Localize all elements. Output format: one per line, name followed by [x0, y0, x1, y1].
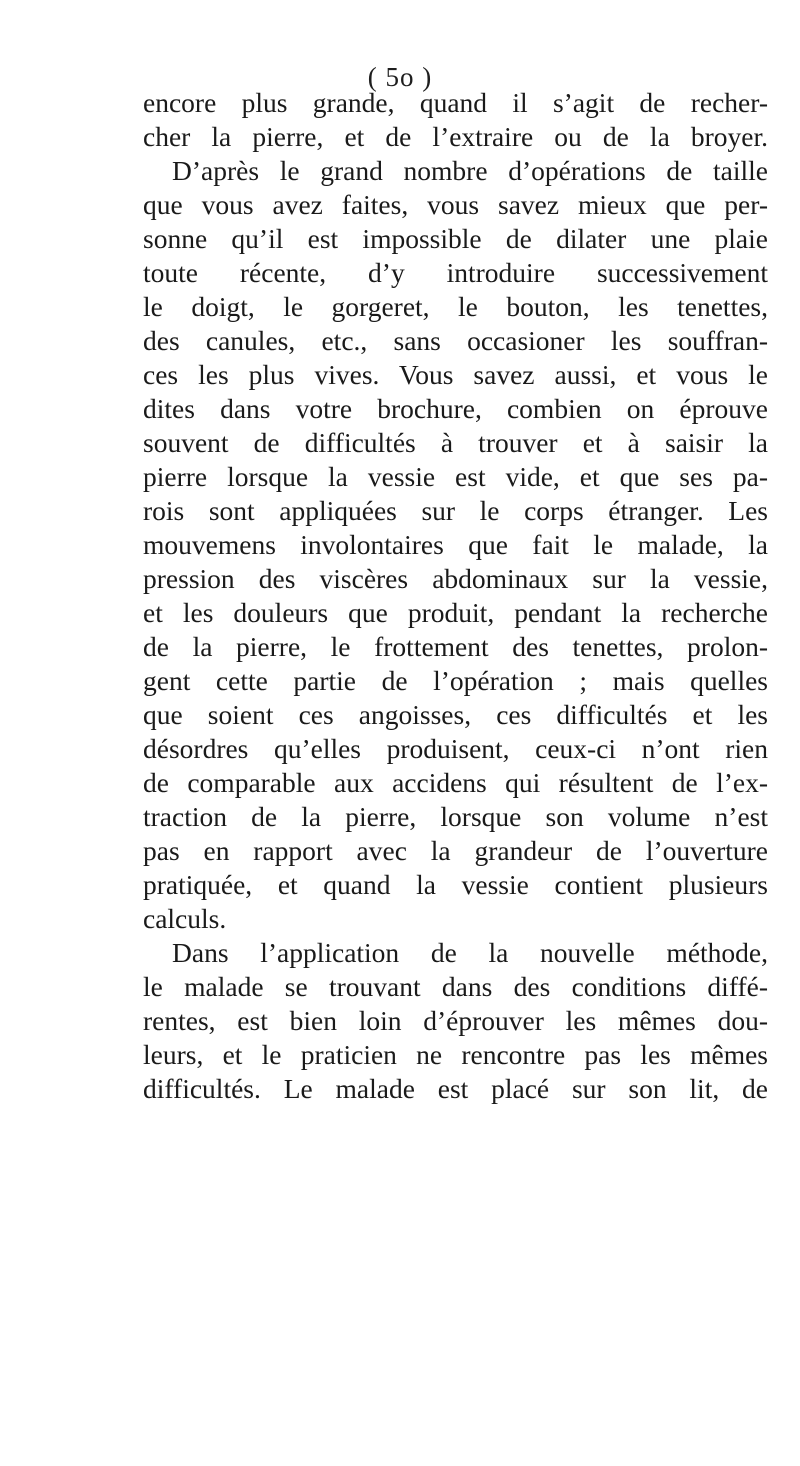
text-line: souvent de difficultés à trouver et à saisir la	[143, 427, 768, 458]
text-line: rois sont appliquées sur le corps étranger. Les	[143, 495, 768, 526]
text-line: toute récente, d’y introduire successivement	[143, 257, 768, 288]
text-line: le doigt, le gorgeret, le bouton, les tenettes,	[143, 291, 768, 322]
text-line: traction de la pierre, lorsque son volume n’est	[143, 801, 768, 832]
text-line: le malade se trouvant dans des conditions diffé-	[143, 971, 768, 1002]
text-line: pratiquée, et quand la vessie contient plusieurs	[143, 869, 768, 900]
text-line: désordres qu’elles produisent, ceux-ci n’ont rien	[143, 733, 768, 764]
text-line: que soient ces angoisses, ces difficultés et les	[143, 699, 768, 730]
text-line: cher la pierre, et de l’extraire ou de la broyer.	[143, 121, 768, 152]
text-line: pas en rapport avec la grandeur de l’ouverture	[143, 835, 768, 866]
text-line: de la pierre, le frottement des tenettes, prolon-	[143, 631, 768, 662]
page-number: ( 5o )	[367, 62, 433, 92]
text-line: difficultés. Le malade est placé sur son lit, de	[143, 1073, 768, 1104]
text-line: ces les plus vives. Vous savez aussi, et vous le	[143, 359, 768, 390]
text-line: gent cette partie de l’opération ; mais quelles	[143, 665, 768, 696]
text-line: et les douleurs que produit, pendant la recherche	[143, 597, 768, 628]
text-line: leurs, et le praticien ne rencontre pas les mêmes	[143, 1039, 768, 1070]
text-line: rentes, est bien loin d’éprouver les mêmes dou-	[143, 1005, 768, 1036]
text-line: mouvemens involontaires que fait le malade, la	[143, 529, 768, 560]
text-line: des canules, etc., sans occasioner les souffran-	[143, 325, 768, 356]
text-line: pierre lorsque la vessie est vide, et que ses pa-	[143, 461, 768, 492]
text-line: pression des viscères abdominaux sur la vessie,	[143, 563, 768, 594]
text-line: de comparable aux accidens qui résultent de l’ex-	[143, 767, 768, 798]
text-line: sonne qu’il est impossible de dilater une plaie	[143, 223, 768, 254]
paragraph-start-line: Dans l’application de la nouvelle méthode,	[172, 937, 768, 968]
text-line: que vous avez faites, vous savez mieux que per-	[143, 189, 768, 220]
paragraph-start-line: D’après le grand nombre d’opérations de taille	[172, 155, 768, 186]
text-line: encore plus grande, quand il s’agit de recher-	[143, 87, 768, 118]
paragraph-end-line: calculs.	[143, 903, 227, 934]
text-line: dites dans votre brochure, combien on éprouve	[143, 393, 768, 424]
